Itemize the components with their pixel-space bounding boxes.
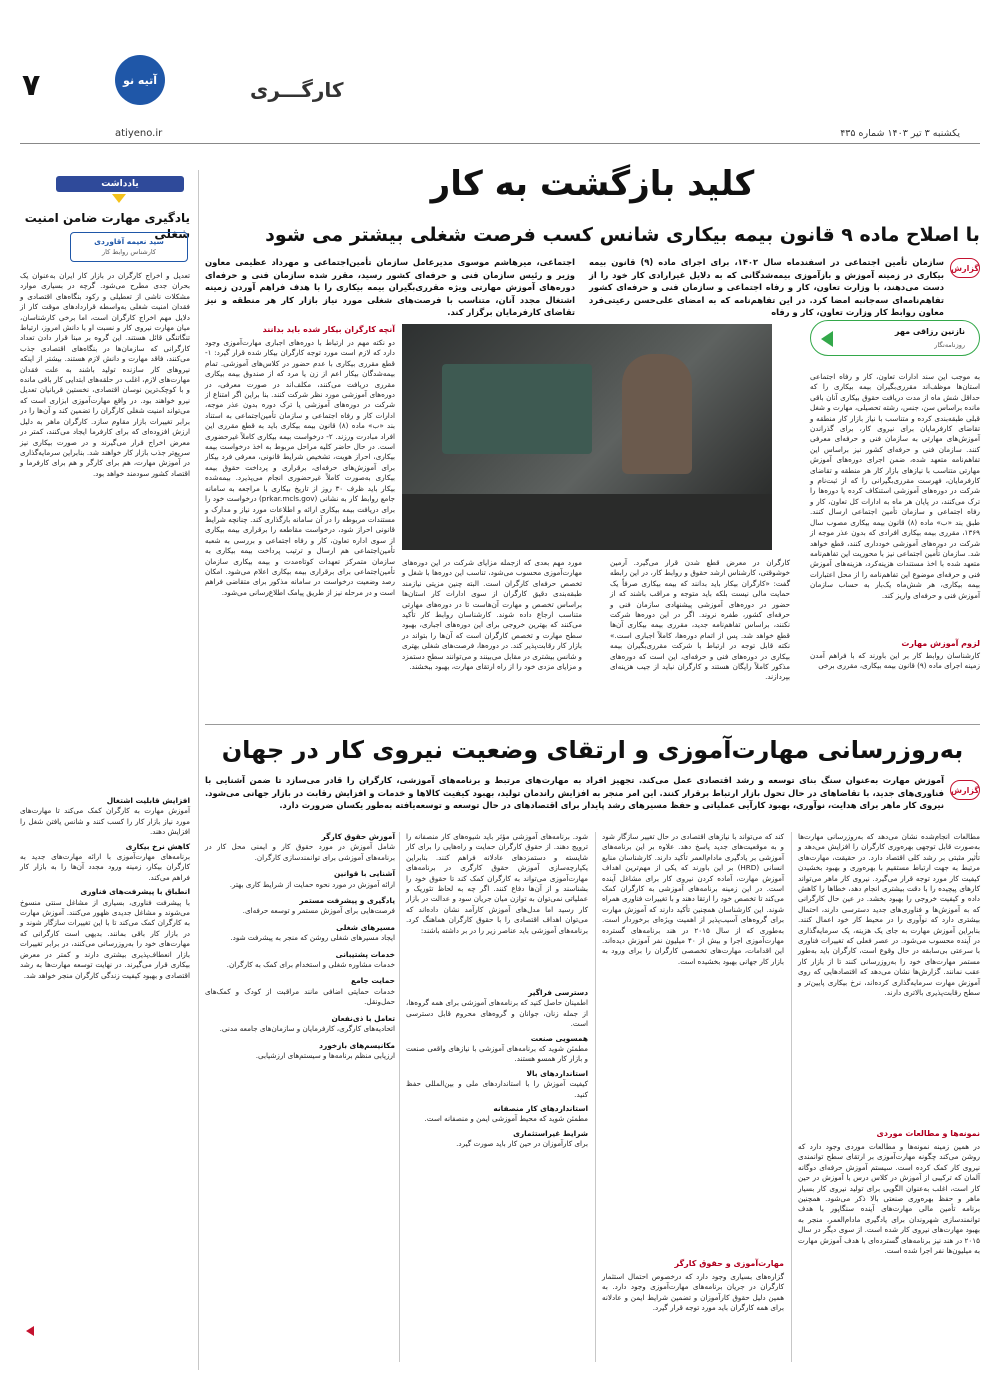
author-name: نازنین رزاقی مهر bbox=[894, 327, 965, 336]
list-item-text: خدمات مشاوره شغلی و استخدام برای کمک به کارگران. bbox=[226, 960, 395, 970]
main-lead-left: اجتماعی، میرهاشم موسوی مدیرعامل سازمان تأمین‌اجتماعی و مهرداد عظیمی معاون وزیر و رئیس سازمان فنی و حرفه‌ای کشور رسید، مقرر شده سازمان فنی و حرفه‌ای دوره‌های آموزش مهارتی ویژه مقرری‌بگیران بیمه بیکاری را با هدف فراهم آوردن زمینه اشتغال مجدد آنان، متناسب با فرصت‌های شغلی مورد نیاز بازار کار هر منطقه و نیز تقاضای کارفرمایان برگزار کند. bbox=[205, 257, 575, 317]
list-item bbox=[205, 1014, 395, 1035]
note-body: تعدیل و اخراج کارگران در بازار کار ایران به‌عنوان یک بحران جدی مطرح می‌شود. گرچه در بسیاری موارد مشکلات ناشی از تعطیلی و رکود بنگاه‌های اقتصادی و فقدان امنیت شغلی به‌واسطه قراردادهای موقت کار از دلایل مهم اخراج کارگران است، اما برخی کارشناسان، میان مهارت نیروی کار و نسبت او با دانش امروز، ارتباط تنگاتنگی قائل هستند. این گروه بر مبنا قرار دادن تعداد کارگرانی که سازمان‌ها در بنگاه‌های اقتصادی جذب می‌کنند، فاقد مهارت و دانش لازم هستند. بیشتر از اینکه نیروهای کار سازنده تولید باشند به علت فقدان مهارت‌های لازم، اغلب در حلقه‌های ابتدایی کار باقی مانده و با کوچک‌ترین نوسان اقتصادی، نخستین قربانیان تعدیل نیرو خواهند بود. در واقع مهارت‌آموزی ابزاری است که می‌تواند امنیت شغلی کارگران را تضمین کند و آن‌ها را در برابر تغییرات بازار مقاوم سازد. کارگران ماهر به دلیل ارزش افزوده‌ای که برای کارفرما ایجاد می‌کنند، کمتر در معرض اخراج قرار می‌گیرند و در صورت بیکاری نیز سریع‌تر جذب بازار کار خواهند شد. بنابراین سرمایه‌گذاری در آموزش مهارت، هم برای کارگر و هم برای کارفرما و اقتصاد کشور سودمند خواهد بود. bbox=[20, 271, 190, 478]
main-title: کلید بازگشت به کار bbox=[430, 164, 755, 204]
photo-machine-shape bbox=[442, 364, 592, 454]
main-col-far-right-2: کارشناسان روابط کار بر این باورند که با فراهم آمدن زمینه اجرای ماده (۹) قانون بیمه بیکاری، مقرری‌ برخی bbox=[810, 651, 980, 671]
list-item-text: مطمئن شوید که برنامه‌های آموزشی با نیازهای واقعی صنعت و بازار کار همسو هستند. bbox=[406, 1044, 588, 1064]
note-item-text: با پیشرفت فناوری، بسیاری از مشاغل سنتی منسوخ می‌شوند و مشاغل جدیدی ظهور می‌کنند. آموزش مهارت به کارگران کمک می‌کند تا با این تغییرات سازگار شوند و در بازار کار باقی بمانند. بدیهی است کارگرانی که مهارت‌های خود را به‌روزرسانی می‌کنند، در برابر تغییرات بازار انعطاف‌پذیری بیشتری دارند و کمتر در معرض بیکاری قرار می‌گیرند. در نهایت توسعه مهارت‌ها به رشد اقتصادی و بهبود کیفیت زندگی کارگران منجر خواهد شد. bbox=[20, 897, 190, 980]
list-item bbox=[406, 1129, 588, 1150]
list-item bbox=[406, 1034, 588, 1065]
second-story bbox=[205, 730, 980, 1370]
list-item-text: برای کارآموزان در حین کار باید صورت گیرد. bbox=[456, 1139, 588, 1149]
list-item-text: اتحادیه‌های کارگری، کارفرمایان و سازمان‌های جامعه مدنی. bbox=[219, 1024, 395, 1034]
list-item-text: فرصت‌هایی برای آموزش مستمر و توسعه حرفه‌ای. bbox=[242, 906, 395, 916]
second-col-3: شود. برنامه‌های آموزشی مؤثر باید شیوه‌های کار منصفانه را ترویج دهند. از حقوق کارگران حمایت و راه‌هایی را برای کار شایسته و دستمزدهای عادلانه فراهم کنند. بنابراین یکپارچه‌سازی آموزش حقوق کارگری در برنامه‌های مهارت‌آموزی می‌تواند به کارگران کمک کند تا حقوق خود را بشناسند و از آن‌ها دفاع کنند. اگر چه به لحاظ تئوریک و عملیاتی نمی‌توان به توازن میان جریان سود و عدالت در بازار کار رسید اما مدل‌های آموزش کارآمد نشان داده‌اند که می‌توان اهداف اقتصادی را با حقوق کارگران هماهنگ کرد. برنامه‌های آموزشی باید عناصر زیر را در بر داشته باشند: bbox=[406, 832, 588, 935]
main-col-mid-1: کارگران در معرض قطع شدن قرار می‌گیرد. آرمین خوشوقتی، کارشناس ارشد حقوق و روابط کار، در این رابطه گفت: «کارگران بیکار باید بدانند که بیمه بیکاری صرفاً یک حمایت مالی نیست بلکه باید متوجه و مراقب باشند که از حضور در دوره‌های آموزشی پیشنهادی سازمان فنی و حرفه‌ای کشور، طفره نروند. اگر در این دوره‌ها شرکت نکنند، براساس تفاهم‌نامه جدید، مقرری بیمه بیکاری آن‌ها قطع خواهد شد. پس از اتمام دوره‌ها، کاملاً اجباری است.» نکته قابل توجه در ارتباط با شرکت مقرری‌بگیران بیمه بیکاری در دوره‌های فنی و حرفه‌ای، این است که دوره‌های مذکور کاملاً رایگان هستند و کارگران نباید از جیب هزینه‌ای بپردازند. bbox=[610, 558, 790, 682]
story-divider bbox=[205, 724, 980, 725]
second-col-2: کند که می‌تواند با نیازهای اقتصادی در حال تغییر سازگار شود و به موقعیت‌های جدید پاسخ دهد. علاوه بر این برنامه‌های آموزشی بر یادگیری مادام‌العمر تأکید دارند. کارشناسان منابع انسانی (HRD) بر این باورند که یکی از مهم‌ترین اهداف آموزش مهارت، آماده کردن نیروی کار برای مشاغل آینده است. در این زمینه برنامه‌های آموزشی به کارگران کمک می‌کند تا تخصص خود را ارتقا دهند و با تغییرات فناوری همراه شوند. این کارشناسان همچنین تأکید دارند که آموزش مهارت برای گروه‌های آسیب‌پذیر از اهمیت ویژه‌ای برخوردار است. به‌طوری که از سال ۲۰۱۵ در هند برنامه‌های گسترده مهارت‌آموزی اجرا و بیش از ۴۰ میلیون نفر آموزش دیده‌اند. این اقدامات، مهارت‌های تخصصی کارگران را برای ورود به بازار کار جهانی بهبود بخشیده است. bbox=[602, 832, 784, 966]
col-divider bbox=[595, 832, 596, 1362]
arrow-left-icon bbox=[821, 331, 833, 347]
note-item-text: آموزش مهارت به کارگران کمک می‌کند تا مهارت‌های مورد نیاز بازار کار را کسب کنند و شانس یافتن شغل را افزایش دهند. bbox=[20, 806, 190, 837]
section-title: کارگـــری bbox=[250, 78, 344, 102]
list-item-head: همسویی صنعت bbox=[530, 1033, 588, 1043]
note-end-arrow-icon bbox=[26, 1326, 34, 1336]
list-item-head: تعامل با ذی‌نفعان bbox=[331, 1013, 395, 1023]
note-kicker: یادداشت bbox=[101, 179, 139, 189]
list-item-head: آموزش حقوق کارگر bbox=[321, 832, 395, 841]
note-title: یادگیری مهارت ضامن امنیت شغلی bbox=[24, 211, 190, 241]
list-item bbox=[406, 1104, 588, 1125]
subhead-what-to-know: آنچه کارگران بیکار شده باید بدانند bbox=[262, 325, 395, 334]
page-number: ۷ bbox=[22, 68, 41, 103]
list-item-text: اطمینان حاصل کنید که برنامه‌های آموزشی برای همه گروه‌ها، از جمله زنان، جوانان و گروه‌های محروم قابل دسترسی است. bbox=[406, 998, 588, 1029]
list-item bbox=[205, 832, 395, 863]
main-col-mid-2: مورد مهم بعدی که ازجمله مزایای شرکت در این دوره‌های مهارت‌آموزی محسوب می‌شود، تناسب این دوره‌ها با شغل و تخصص حرفه‌ای کارگران است. البته چنین مزیتی نیازمند طبقه‌بندی دقیق کارگران از سوی ادارات کار استان‌ها براساس تخصص و مهارت آن‌هاست تا در دوره‌های مهارتی متناسب ارجاع داده شوند. کارشناسان روابط کار تأکید می‌کنند که بهترین خروجی برای این دوره‌های اجباری، بهبود سطح مهارت و تخصص کارگران است که آن‌ها را بتواند در بازار کار رقابت‌پذیر کند. در دوره‌ها، فرصت‌های شغلی بهتری و شانس بیشتری در مقابل می‌بینند و می‌توانند سطح دستمزد و مزایای مزدی خود را از راه ارتقای مهارت، بهبود ببخشند. bbox=[402, 558, 582, 672]
masthead bbox=[0, 0, 1000, 150]
note-item bbox=[20, 887, 190, 981]
workshop-photo bbox=[402, 324, 772, 550]
list-item-head: مکانیسم‌های بازخورد bbox=[319, 1040, 395, 1050]
list-item-text: ایجاد مسیرهای شغلی روشن که منجر به پیشرفت شود. bbox=[230, 933, 395, 943]
list-item bbox=[205, 923, 395, 944]
logo-text: آتیه نو bbox=[123, 73, 157, 87]
main-col-far-right: به موجب این سند ادارات تعاون، کار و رفاه اجتماعی استان‌ها موظف‌اند مقرری‌بگیران بیمه بیکاری را که حداقل شش ماه از مدت دریافت حقوق بیکاری آنان باقی مانده براساس سن، جنس، رشته تحصیلی، مهارت و شغل قبلی طبقه‌بندی کرده و متناسب با نیاز بازار کار منطقه و تقاضای کارفرمایان برای نیروی کار، برای گذراندن آموزش‌های مهارتی به سازمان فنی و حرفه‌ای معرفی کنند. سازمان فنی و حرفه‌ای کشور نیز براساس این تفاهم‌نامه متعهد شده، ضمن اجرای دوره‌های آموزش مهارتی متناسب با نیازهای بازار کار هر منطقه و تقاضای کارفرمایان، فهرست مقرری‌بگیرانی را که از ثبت‌نام و شرکت در دوره‌های آموزشی استنکاف کرده یا دوره‌ها را ترک می‌کنند، در پایان هر ماه به ادارات کل تعاون، کار و رفاه اجتماعی و سازمان تأمین اجتماعی ارسال کنند. طبق بند «ب» ماده (۸) قانون بیمه بیکاری مصوب سال ۱۳۶۹، مقرری بیمه بیکاری افرادی که بدون عذر موجه از شرکت در دوره‌های آموزشی خودداری کنند، قطع خواهد شد. سازمان تأمین اجتماعی نیز با محوریت این تفاهم‌نامه متعهد شده با اخذ مستندات هزینه‌کرد، هزینه‌های آموزش فنی و حرفه‌ای موضوع این تفاهم‌نامه را از محل اعتبارات بیمه بیکاری، هر شش‌ماه یک‌بار به حساب سازمان آموزش فنی و حرفه‌ای واریز کند. bbox=[810, 372, 980, 600]
masthead-rule bbox=[20, 143, 980, 144]
col-divider bbox=[791, 832, 792, 1362]
second-col-2b: گزاره‌های بسیاری وجود دارد که درخصوص احتمال استثمار کارگران در جریان برنامه‌های مهارت‌آموزی وجود دارد. به همین دلیل حقوق کارآموزان و تضمین شرایط ایمن و عادلانه برای همه کارگران باید مورد توجه قرار گیرد. bbox=[602, 1272, 784, 1313]
note-item-list bbox=[20, 796, 190, 981]
note-item-head: انطباق با پیشرفت‌های فناوری bbox=[80, 887, 190, 897]
second-col-1b: در همین زمینه نمونه‌ها و مطالعات موردی وجود دارد که روشن می‌کند چگونه مهارت‌آموزی بر ارتقای سطح توانمندی نیروی کار کمک کرده است. سیستم آموزش حرفه‌ای دوگانه آلمان که ترکیبی از آموزش در کلاس درس با آموزش در حین کار است، اغلب به‌عنوان الگویی برای تولید نیروی کار بسیار ماهر و حفظ بهره‌وری صنعتی بالا ذکر می‌شود. همچنین برنامه تأمین مالی مهارت‌های آینده سنگاپور با هدف توانمندسازی شهروندان برای یادگیری مادام‌العمر، منجر به بهبود مهارت‌های نیروی کار شده است. از سوی دیگر در سال ۲۰۱۵ در هند نیز برنامه‌های گسترده‌ای با هدف آموزش مهارت به میلیون‌ها نفر اجرا شده است. bbox=[798, 1142, 980, 1256]
second-list-b bbox=[205, 832, 395, 1061]
subhead-case-studies: نمونه‌ها و مطالعات موردی bbox=[876, 1129, 980, 1138]
main-col-left: دو نکته مهم در ارتباط با دوره‌های اجباری مهارت‌آموزی وجود دارد که لازم است مورد توجه کارگران بیکار شده قرار گیرد: ۱- قطع مقرری بیکاری با عدم حضور در کلاس‌های آموزشی. تمام بیمه‌شدگان بیکار اعم از زن یا مرد که از صندوق بیمه بیکاری مقرری دریافت می‌کنند، مکلف‌اند در صورت معرفی، در دوره‌های آموزشی مورد نظر شرکت کنند. بنا براین اگر امتناع از شرکت در دوره‌های آموزشی یا ترک دوره بدون عذر موجه، ادارات کار و رفاه اجتماعی و سازمان تأمین‌اجتماعی به استناد بند «ب» ماده (۸) قانون بیمه بیکاری باید به قطع مقرری این افراد مبادرت ورزند. ۲- درخواست بیمه بیکاری کاملاً غیرحضوری است. در حال حاضر کلیه مراحل مربوط به اخذ درخواست بیمه بیکاری، احراز هویت، تشخیص شرایط قانونی، معرفی فرد بیکار برای آموزش‌های حرفه‌ای، برقراری و پرداخت حقوق بیمه بیکاری به‌صورت کاملاً غیرحضوری انجام می‌پذیرد. بیمه‌شده بیکار باید ظرف ۳۰ روز از تاریخ بیکاری با مراجعه به سامانه جامع روابط کار به نشانی (prkar.mcls.gov) درخواست خود را برای دریافت بیمه بیکاری ارائه و اطلاعات مورد نیاز و مدارک و مستندات مربوطه را در آن سامانه بارگذاری کند. چنانچه شرایط قانونی احراز شود، درخواست مقاطعه را برقراری بیمه بیکاری از سوی اداره تعاون، کار و رفاه اجتماعی و بررسی به شعبه تأمین‌اجتماعی هم ارسال و ترتیب پرداخت بیمه بیکاری به سازمان متمرکز تعهدات کوتاه‌مدت و بیمه بیکاری سازمان تأمین‌اجتماعی برای برقراری بیمه بیکاری اعلام می‌شود. امکان رصد وضعیت درخواست در سامانه مذکور برای متقاضی فراهم است و در مرحله نیز از طریق پیامک اطلاع‌رسانی می‌شود. bbox=[205, 338, 396, 597]
main-lead-right: سازمان تأمین اجتماعی در اسفندماه سال ۱۴۰۲، برای اجرای ماده (۹) قانون بیمه بیکاری در زمینه آموزش و بازآموزی بیمه‌شدگانی که به دلایل غیرارادی کار خود را از دست می‌دهند، با وزارت تعاون، کار و رفاه اجتماعی و سازمان فنی و حرفه‌ای کشور تفاهم‌نامه‌ای سه‌جانبه امضا کرد. در این تفاهم‌نامه که به امضای علی‌حسن رعیتی‌فرد معاون روابط کار وزارت تعاون، کار و رفاه bbox=[589, 257, 945, 317]
author-role: روزنامه‌نگار bbox=[934, 341, 965, 349]
note-kicker-band bbox=[56, 176, 184, 192]
website: atiyeno.ir bbox=[115, 128, 163, 139]
author-badge bbox=[810, 320, 980, 356]
note-author-badge bbox=[70, 232, 188, 262]
list-item-text: خدمات حمایتی اضافی مانند مراقبت از کودک و کمک‌های حمل‌ونقل. bbox=[205, 986, 395, 1007]
list-item bbox=[406, 988, 588, 1030]
list-item bbox=[205, 976, 395, 1007]
list-item-head: شرایط غیراستثماری bbox=[513, 1128, 588, 1138]
list-item bbox=[205, 869, 395, 890]
list-item-head: خدمات پشتیبانی bbox=[335, 949, 395, 959]
main-subtitle: با اصلاح ماده ۹ قانون بیمه بیکاری شانس کسب فرصت شغلی بیشتر می شود bbox=[265, 224, 980, 246]
list-item-head: مسیرهای شغلی bbox=[336, 922, 395, 932]
photo-bench-shape bbox=[402, 494, 772, 550]
sidebar-note bbox=[20, 176, 190, 1356]
list-item-text: کیفیت آموزش را با استانداردهای ملی و بین‌المللی حفظ کنید. bbox=[406, 1079, 588, 1099]
note-author-role: کارشناس روابط کار bbox=[102, 248, 156, 256]
col-divider bbox=[399, 832, 400, 1362]
note-item bbox=[20, 842, 190, 884]
note-item-head: افزایش قابلیت اشتغال bbox=[106, 796, 190, 805]
note-author: سید نعیمه آقاوردی bbox=[94, 237, 164, 246]
photo-worker-shape bbox=[622, 354, 692, 474]
list-item bbox=[406, 1069, 588, 1100]
issue-line: یکشنبه ۳ تیر ۱۴۰۳ شماره ۴۳۵ bbox=[840, 128, 960, 139]
report-tag-2: گزارش bbox=[950, 780, 980, 800]
list-item bbox=[205, 1041, 395, 1062]
list-item-head: حمایت جامع bbox=[351, 976, 395, 986]
second-title: به‌روزرسانی مهارت‌آموزی و ارتقای وضعیت نیروی کار در جهان bbox=[221, 736, 964, 764]
note-item-text: برنامه‌های مهارت‌آموزی با ارائه مهارت‌های جدید به کارگران بیکار، زمینه ورود مجدد آن‌ها را به بازار کار فراهم می‌کند. bbox=[20, 852, 190, 882]
note-item bbox=[20, 796, 190, 838]
note-item-head: کاهش نرخ بیکاری bbox=[125, 841, 190, 851]
list-item-text: شامل آموزش در مورد حقوق کار و ایمنی محل کار در برنامه‌های آموزشی برای توانمندسازی کارگران. bbox=[205, 842, 395, 862]
subhead-skill-need: لزوم آموزش مهارت bbox=[901, 639, 980, 648]
second-col-1: مطالعات انجام‌شده نشان می‌دهد که به‌روزرسانی مهارت‌ها به‌صورت قابل توجهی بهره‌وری کارگران را افزایش می‌دهد و تأثیر مثبتی بر رشد کلی اقتصاد دارد. در حقیقت، مهارت‌های مرتبط به جهت ارتباط مستقیم با بهره‌وری و بهبود بخشیدن کیفیت کار مورد توجه قرار می‌گیرد. نیروی کار ماهر می‌تواند کارهای پیچیده را با دقت بیشتری انجام دهد، خطاها را کاهش داده و کیفیت خروجی را بهبود بخشد. در عین حال کارگرانی که به آموزش‌ها و فناوری‌های جدید دسترسی دارند، احتمال بیشتری دارد که نوآوری را در محیط کار خود اعمال کنند. بنابراین آموزش مهارت به جای یک هزینه، یک سرمایه‌گذاری در آینده محسوب می‌شود. در عصر فعلی که تغییرات فناوری با سرعتی بی‌سابقه در حال وقوع است، کارگران باید به‌طور مستمر مهارت‌های خود را به‌روزرسانی کنند تا از بازار کار عقب نمانند. گزارش‌ها نشان می‌دهد که اقتصادهایی که روی آموزش مهارت سرمایه‌گذاری کرده‌اند، نرخ بیکاری پایین‌تر و سطح رقابت‌پذیری بالاتری دارند. bbox=[798, 832, 980, 998]
list-item-head: یادگیری و پیشرفت مستمر bbox=[299, 896, 395, 906]
arrow-down-icon bbox=[112, 194, 126, 203]
logo bbox=[115, 55, 165, 105]
list-item bbox=[205, 896, 395, 917]
sidebar-divider bbox=[198, 170, 199, 1370]
second-lead: آموزش مهارت به‌عنوان سنگ‌ بنای توسعه و رشد اقتصادی عمل می‌کند. تجهیز افراد به مهارت‌های مرتبط و برنامه‌های آموزشی، کارگران را قادر می‌سازد تا ضمن آشنایی با فناوری‌های جدید، با تقاضاهای در حال تحول بازار ارتباط برقرار کنند. این امر منجر به افزایش راندمان تولید، بهبود کیفیت کالاها و خدمات و افزایش رقابت در بازار جهانی می‌شود. نیروی کار ماهر برای هدایت، نوآوری، بهبود کارآیی عملیاتی و حفظ مسیرهای رشد پایدار برای اقتصادهای در حال توسعه و توسعه‌یافته به‌طور یکسان ضرورت دارد. bbox=[205, 775, 944, 810]
list-item-head: استانداردهای کار منصفانه bbox=[493, 1104, 588, 1114]
list-item-text: ارائه آموزش در مورد نحوه حمایت از شرایط کاری بهتر. bbox=[229, 879, 395, 889]
list-item-head: استانداردهای بالا bbox=[526, 1068, 588, 1078]
list-item-text: ارزیابی منظم برنامه‌ها و سیستم‌های ارزشیابی. bbox=[255, 1050, 395, 1060]
subhead-worker-rights: مهارت‌آموزی و حقوق کارگر bbox=[674, 1259, 784, 1268]
list-item bbox=[205, 950, 395, 971]
list-item-head: دسترسی فراگیر bbox=[528, 988, 588, 997]
second-list-a bbox=[406, 988, 588, 1150]
report-tag: گزارش bbox=[950, 258, 980, 278]
main-story bbox=[205, 150, 980, 720]
list-item-text: مطمئن شوید که محیط آموزشی ایمن و منصفانه است. bbox=[424, 1114, 588, 1124]
list-item-head: آشنایی با قوانین bbox=[334, 869, 395, 879]
